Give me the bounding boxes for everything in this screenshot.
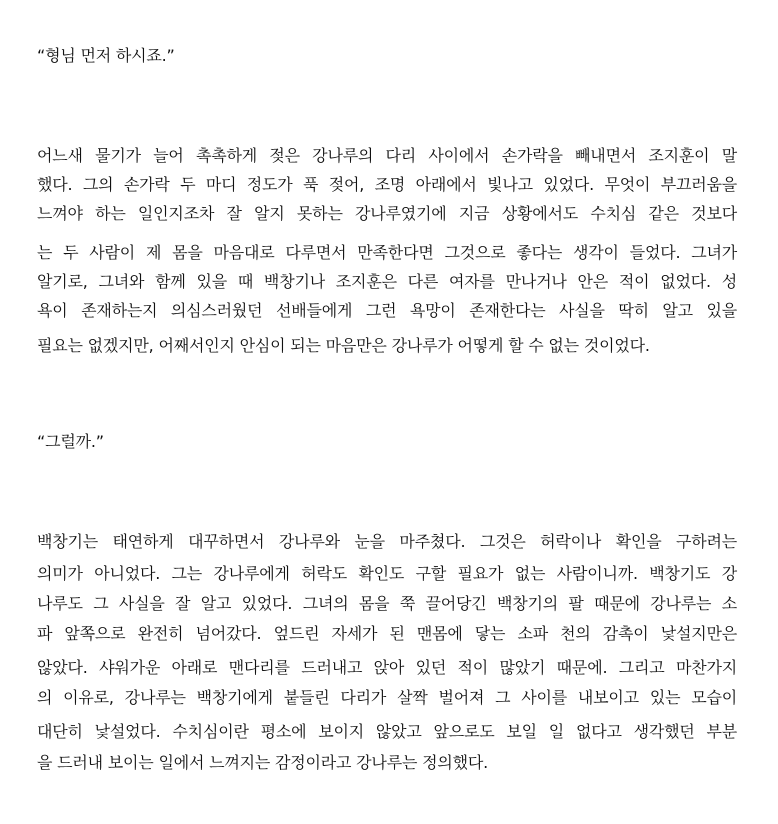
paragraph-line: 느껴야 하는 일인지조차 잘 알지 못하는 강나루였기에 지금 상황에서도 수치심 같은 것보다	[37, 204, 737, 223]
dialogue-line: “형님 먼저 하시죠.”	[37, 46, 175, 65]
paragraph-line: 대단히 낯설었다. 수치심이란 평소에 보이지 않았고 앞으로도 보일 일 없다고 생각했던 부분	[37, 722, 737, 741]
paragraph-line: 파 앞쪽으로 완전히 넘어갔다. 엎드린 자세가 된 맨몸에 닿는 소파 천의 감촉이 낯설지만은	[37, 624, 737, 643]
paragraph-line: 했다. 그의 손가락 두 마디 정도가 푹 젖어, 조명 아래에서 빛나고 있었다. 무엇이 부끄러움을	[37, 175, 737, 194]
paragraph-line: 않았다. 샤워가운 아래로 맨다리를 드러내고 앉아 있던 적이 많았기 때문에. 그리고 마찬가지	[37, 658, 737, 677]
paragraph-line: 알기로, 그녀와 함께 있을 때 백창기나 조지훈은 다른 여자를 만나거나 안은 적이 없었다. 성	[37, 272, 737, 291]
paragraph-line: 어느새 물기가 늘어 촉촉하게 젖은 강나루의 다리 사이에서 손가락을 빼내면서 조지훈이 말	[37, 146, 737, 165]
paragraph-line: 욕이 존재하는지 의심스러웠던 선배들에게 그런 욕망이 존재한다는 사실을 딱히 알고 있을	[37, 301, 737, 320]
paragraph-line: 의 이유로, 강나루는 백창기에게 붙들린 다리가 살짝 벌어져 그 사이를 내보이고 있는 모습이	[37, 688, 737, 707]
paragraph-line: 는 두 사람이 제 몸을 마음대로 다루면서 만족한다면 그것으로 좋다는 생각이 들었다. 그녀가	[37, 243, 737, 262]
paragraph-line: 을 드러내 보이는 일에서 느껴지는 감정이라고 강나루는 정의했다.	[37, 753, 489, 772]
paragraph-line: 나루도 그 사실을 잘 알고 있었다. 그녀의 몸을 쭉 끌어당긴 백창기의 팔 때문에 강나루는 소	[37, 594, 737, 613]
paragraph-line: 필요는 없겠지만, 어째서인지 안심이 되는 마음만은 강나루가 어떻게 할 수 없는 것이었다.	[37, 336, 650, 355]
dialogue-line: “그럴까.”	[37, 432, 104, 451]
paragraph-line: 백창기는 태연하게 대꾸하면서 강나루와 눈을 마주쳤다. 그것은 허락이나 확인을 구하려는	[37, 532, 737, 551]
paragraph-line: 의미가 아니었다. 그는 강나루에게 허락도 확인도 구할 필요가 없는 사람이니까. 백창기도 강	[37, 564, 737, 583]
